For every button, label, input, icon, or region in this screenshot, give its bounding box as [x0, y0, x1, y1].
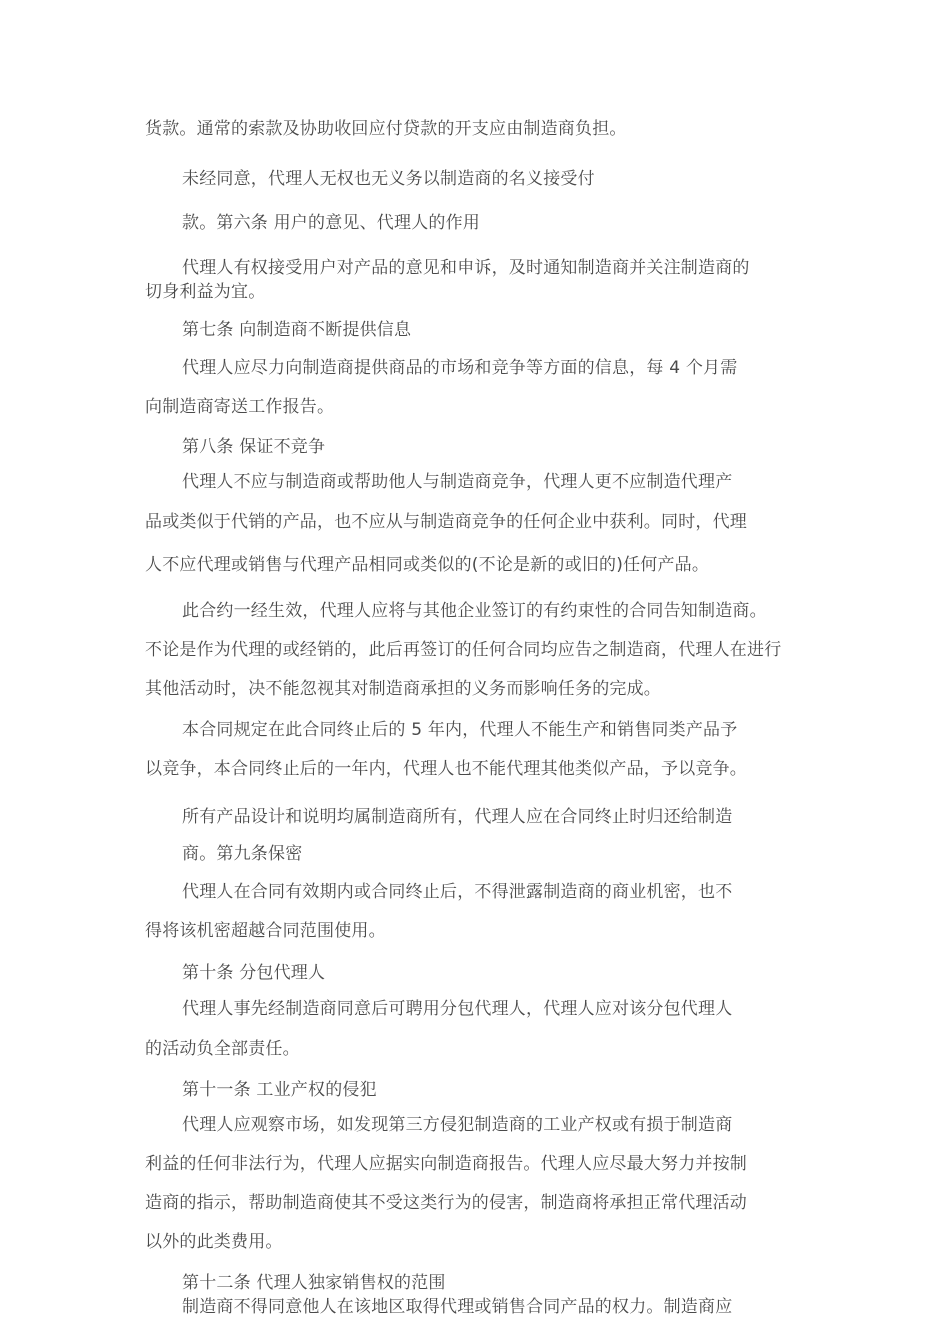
text-line: 以竞争，本合同终止后的一年内，代理人也不能代理其他类似产品，予以竞争。: [145, 759, 747, 779]
section-heading: 第十条 分包代理人: [182, 963, 326, 983]
section-heading: 第十一条 工业产权的侵犯: [182, 1080, 377, 1100]
text-line: 此合约一经生效，代理人应将与其他企业签订的有约束性的合同告知制造商。: [182, 601, 767, 621]
text-line: 制造商不得同意他人在该地区取得代理或销售合同产品的权力。制造商应: [182, 1297, 733, 1317]
text-line: 的活动负全部责任。: [145, 1039, 300, 1059]
text-line: 代理人应观察市场，如发现第三方侵犯制造商的工业产权或有损于制造商: [182, 1115, 733, 1135]
text-line: 本合同规定在此合同终止后的 5 年内，代理人不能生产和销售同类产品予: [182, 720, 738, 740]
text-line: 造商的指示，帮助制造商使其不受这类行为的侵害，制造商将承担正常代理活动: [145, 1193, 747, 1213]
text-line: 所有产品设计和说明均属制造商所有，代理人应在合同终止时归还给制造: [182, 807, 733, 827]
text-line: 款。第六条 用户的意见、代理人的作用: [182, 213, 481, 233]
section-heading: 第七条 向制造商不断提供信息: [182, 320, 412, 340]
text-line: 代理人有权接受用户对产品的意见和申诉，及时通知制造商并关注制造商的: [182, 258, 750, 278]
text-line: 代理人不应与制造商或帮助他人与制造商竞争，代理人更不应制造代理产: [182, 472, 733, 492]
text-line: 利益的任何非法行为，代理人应据实向制造商报告。代理人应尽最大努力并按制: [145, 1154, 747, 1174]
section-heading: 第八条 保证不竞争: [182, 437, 326, 457]
text-line: 货款。通常的索款及协助收回应付贷款的开支应由制造商负担。: [145, 119, 627, 139]
text-line: 不论是作为代理的或经销的，此后再签订的任何合同均应告之制造商，代理人在进行: [145, 640, 782, 660]
text-line: 品或类似于代销的产品，也不应从与制造商竞争的任何企业中获利。同时，代理: [145, 512, 747, 532]
text-line: 向制造商寄送工作报告。: [145, 397, 335, 417]
text-line: 代理人在合同有效期内或合同终止后，不得泄露制造商的商业机密，也不: [182, 882, 733, 902]
text-line: 得将该机密超越合同范围使用。: [145, 921, 386, 941]
text-line: 商。第九条保密: [182, 844, 303, 864]
text-line: 代理人应尽力向制造商提供商品的市场和竞争等方面的信息，每 4 个月需: [182, 358, 738, 378]
text-line: 代理人事先经制造商同意后可聘用分包代理人，代理人应对该分包代理人: [182, 999, 733, 1019]
text-line: 其他活动时，决不能忽视其对制造商承担的义务而影响任务的完成。: [145, 679, 661, 699]
text-line: 以外的此类费用。: [145, 1232, 283, 1252]
text-line: 切身利益为宜。: [145, 282, 266, 302]
text-line: 未经同意，代理人无权也无义务以制造商的名义接受付: [182, 169, 595, 189]
text-line: 人不应代理或销售与代理产品相同或类似的(不论是新的或旧的)任何产品。: [145, 555, 710, 575]
section-heading: 第十二条 代理人独家销售权的范围: [182, 1273, 446, 1293]
